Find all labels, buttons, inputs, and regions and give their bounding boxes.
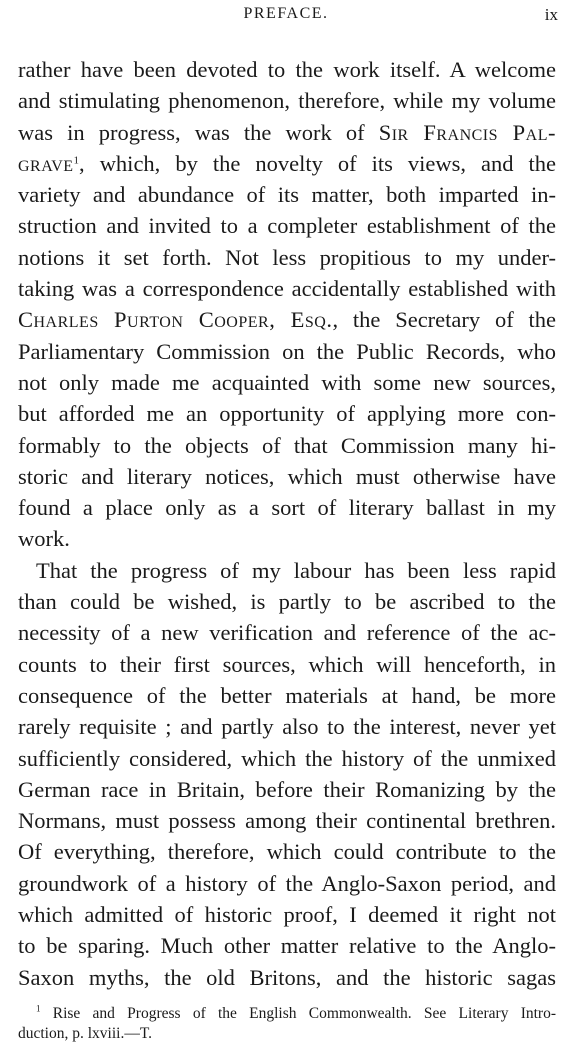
- text-line: Parliamentary Commission on the Public Records, who: [18, 338, 556, 364]
- name-cooper: Charles Purton Cooper, Esq.: [18, 307, 333, 333]
- text-line: groundwork of a history of the Anglo-Saxon period, and: [18, 870, 556, 896]
- page-number: ix: [544, 5, 558, 24]
- text-line: consequence of the better materials at hand, be more: [18, 682, 556, 708]
- text-line: was in progress, was the work of Sir Francis Pal-: [18, 119, 556, 145]
- text-line: variety and abundance of its matter, both imparted in-: [18, 182, 556, 208]
- footnote-ref: 1: [73, 154, 80, 167]
- text-line: Normans, must possess among their continental brethren.: [18, 808, 556, 834]
- text-line: notions it set forth. Not less propitious to my under-: [18, 244, 556, 270]
- text-line: not only made me acquainted with some new sources,: [18, 369, 556, 395]
- text-line: sufficiently considered, which the history of the unmixed: [18, 745, 556, 771]
- page-header-title: PREFACE.: [243, 5, 329, 22]
- footnote-line: $^1$ Rise and Progress of the English Commonwealth. See Literary Intro-: [36, 1004, 556, 1022]
- text-line: German race in Britain, before their Romanizing by the: [18, 776, 556, 802]
- text-line: work.: [18, 526, 70, 552]
- author-name-palgrave-cont: grave: [18, 150, 74, 176]
- text-line: grave$^1$, which, by the novelty of its views, and the: [18, 150, 556, 176]
- text-line: Charles Purton Cooper, Esq., the Secretary of the: [18, 307, 556, 333]
- paragraph-start-line: That the progress of my labour has been less rapid: [36, 557, 556, 583]
- text-line: found a place only as a sort of literary ballast in my: [18, 495, 556, 521]
- footnote: [18, 1004, 556, 1044]
- text-line: than could be wished, is partly to be ascribed to the: [18, 589, 556, 615]
- text-line: to be sparing. Much other matter relative to the Anglo-: [18, 933, 556, 959]
- text-line: formably to the objects of that Commission many hi-: [18, 432, 556, 458]
- text-line: and stimulating phenomenon, therefore, while my volume: [18, 88, 556, 114]
- text-line: struction and invited to a completer establishment of the: [18, 213, 556, 239]
- body-text: [18, 54, 556, 993]
- text-line: which admitted of historic proof, I deemed it right not: [18, 902, 556, 928]
- text-line: storic and literary notices, which must otherwise have: [18, 463, 556, 489]
- text-line: counts to their first sources, which will henceforth, in: [18, 651, 556, 677]
- footnote-marker: 1: [36, 1004, 41, 1014]
- text-line: rarely requisite ; and partly also to the interest, never yet: [18, 714, 556, 740]
- text-line: but afforded me an opportunity of applying more con-: [18, 401, 556, 427]
- text-line: necessity of a new verification and reference of the ac-: [18, 620, 556, 646]
- text-line: Saxon myths, the old Britons, and the historic sagas: [18, 964, 556, 990]
- footnote-line: duction, p. lxviii.—T.: [18, 1025, 153, 1042]
- text-line: Of everything, therefore, which could contribute to the: [18, 839, 556, 865]
- text-line: taking was a correspondence accidentally established with: [18, 276, 556, 302]
- text-line: rather have been devoted to the work itself. A welcome: [18, 57, 556, 82]
- author-name-palgrave: Sir Francis Pal-: [378, 119, 556, 145]
- running-head: [0, 5, 572, 31]
